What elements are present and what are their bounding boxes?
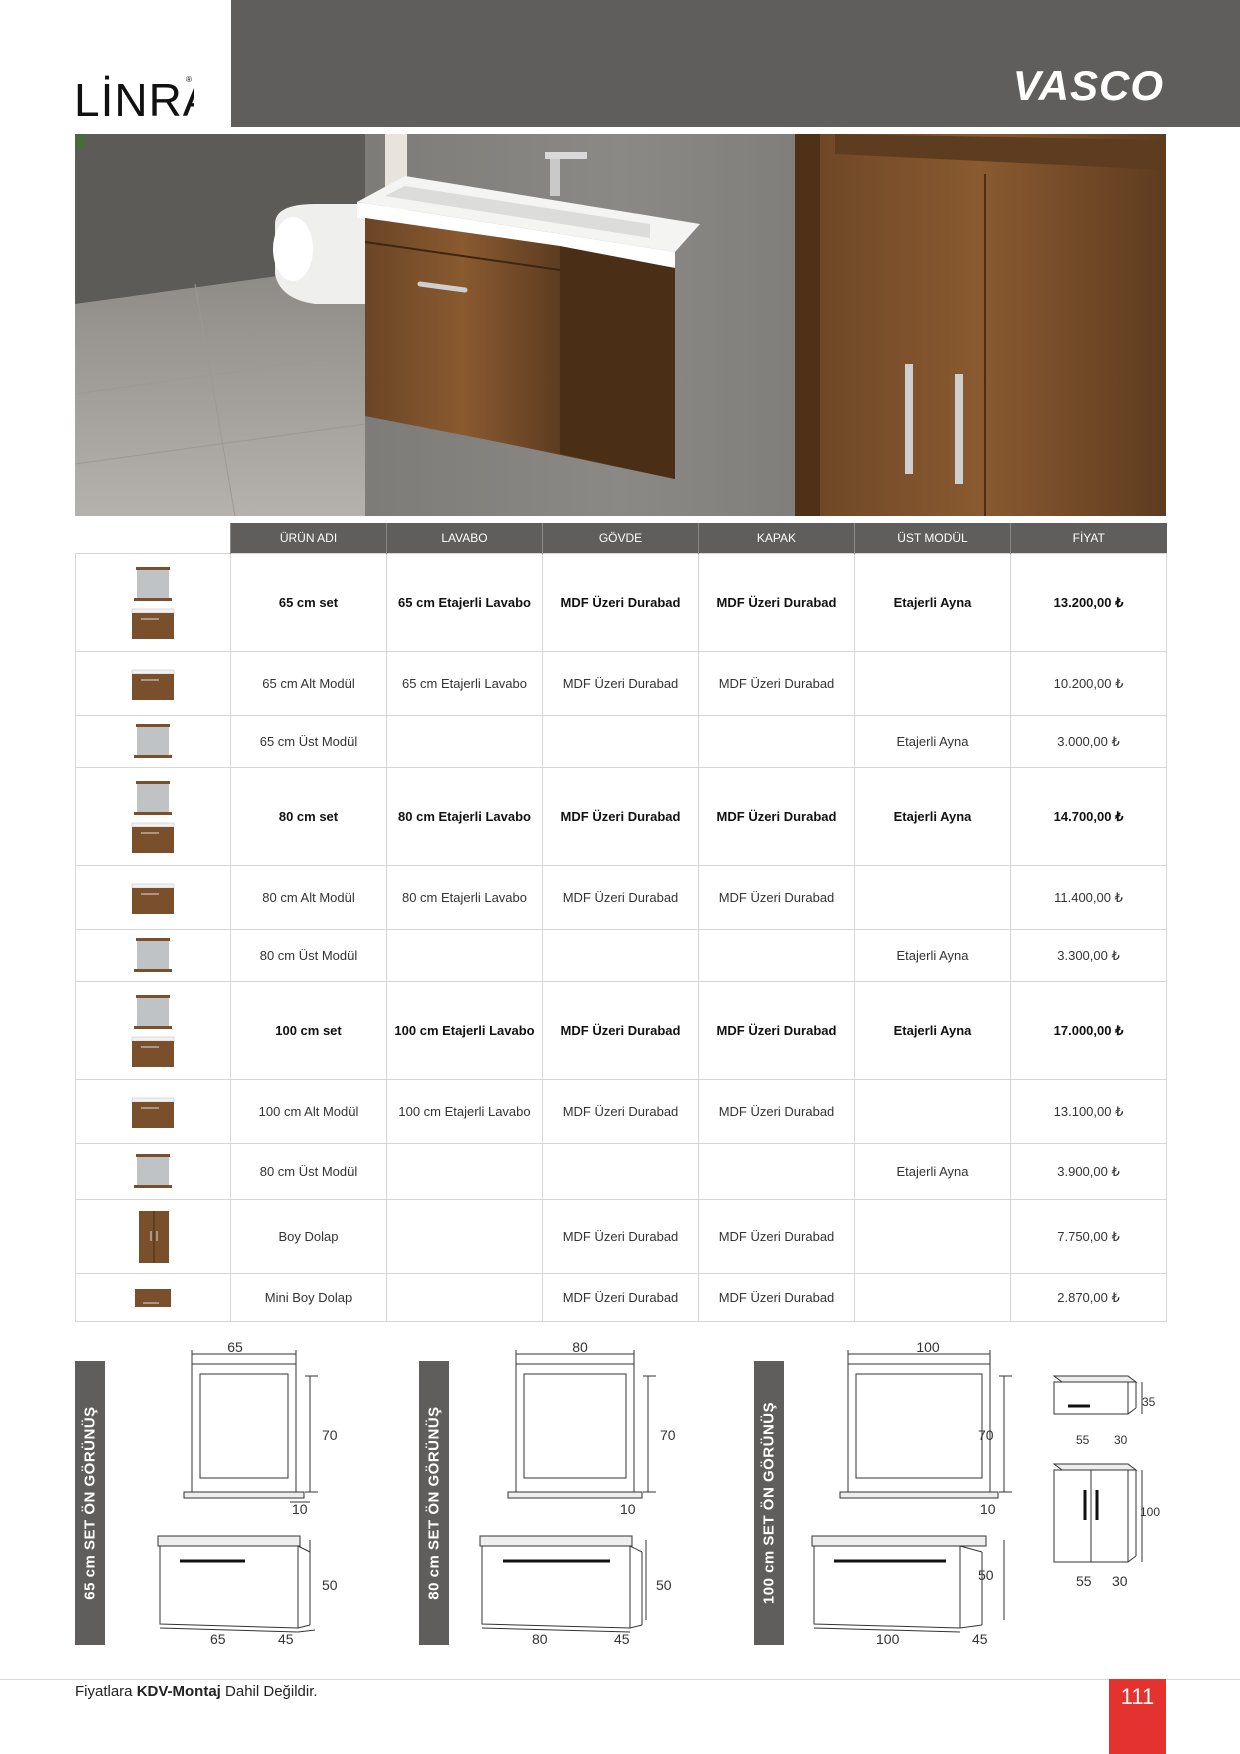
cell-kapak: MDF Üzeri Durabad	[699, 768, 855, 866]
header-lavabo: LAVABO	[387, 523, 543, 554]
cell-ust-modul	[855, 866, 1011, 930]
registered-mark: ®	[186, 75, 192, 84]
header-urun-adi: ÜRÜN ADI	[231, 523, 387, 554]
row-thumbnail	[76, 716, 231, 768]
dim-mini-depth: 30	[1114, 1433, 1128, 1447]
table-header-row	[76, 523, 1167, 554]
thumb-mini-dolap-icon	[129, 1283, 177, 1313]
table-row	[76, 982, 1167, 1080]
cell-fiyat: 10.200,00 ₺	[1011, 652, 1167, 716]
table-row	[76, 554, 1167, 652]
row-thumbnail	[76, 1144, 231, 1200]
table-row	[76, 866, 1167, 930]
drawing-100-set	[806, 1340, 1016, 1650]
cell-govde	[543, 1144, 699, 1200]
table-row	[76, 1144, 1167, 1200]
cell-ust-modul: Etajerli Ayna	[855, 554, 1011, 652]
thumb-alt-modul-icon	[129, 664, 177, 704]
cell-govde: MDF Üzeri Durabad	[543, 554, 699, 652]
thumb-ust-modul-icon	[129, 722, 177, 762]
cell-ust-modul	[855, 1200, 1011, 1274]
cell-govde: MDF Üzeri Durabad	[543, 1200, 699, 1274]
cell-ust-modul: Etajerli Ayna	[855, 982, 1011, 1080]
cell-ust-modul	[855, 1080, 1011, 1144]
cell-fiyat: 2.870,00 ₺	[1011, 1274, 1167, 1322]
row-thumbnail	[76, 1080, 231, 1144]
thumb-alt-modul-icon	[129, 878, 177, 918]
table-row	[76, 716, 1167, 768]
cell-fiyat: 17.000,00 ₺	[1011, 982, 1167, 1080]
drawing-80-set	[470, 1340, 680, 1650]
dim-100-top-height: 70	[978, 1427, 994, 1443]
row-thumbnail	[76, 982, 231, 1080]
cell-govde: MDF Üzeri Durabad	[543, 768, 699, 866]
cell-kapak: MDF Üzeri Durabad	[699, 1274, 855, 1322]
cell-fiyat: 13.100,00 ₺	[1011, 1080, 1167, 1144]
dim-mini-width: 55	[1076, 1433, 1090, 1447]
dim-100-bottom-width: 100	[876, 1631, 900, 1647]
dim-mini-height: 35	[1142, 1395, 1156, 1409]
cell-kapak	[699, 930, 855, 982]
dim-65-bottom-depth: 45	[278, 1631, 294, 1647]
row-thumbnail	[76, 768, 231, 866]
thumb-ust-modul-icon	[129, 1152, 177, 1192]
cell-kapak	[699, 1144, 855, 1200]
cell-govde: MDF Üzeri Durabad	[543, 1080, 699, 1144]
table-row	[76, 1200, 1167, 1274]
cell-kapak: MDF Üzeri Durabad	[699, 1080, 855, 1144]
cell-govde	[543, 716, 699, 768]
cell-kapak: MDF Üzeri Durabad	[699, 866, 855, 930]
page-number: 111	[1109, 1679, 1166, 1754]
dim-boy-depth: 30	[1112, 1573, 1128, 1589]
row-thumbnail	[76, 652, 231, 716]
cell-lavabo	[387, 1274, 543, 1322]
cell-govde: MDF Üzeri Durabad	[543, 866, 699, 930]
cell-kapak: MDF Üzeri Durabad	[699, 652, 855, 716]
cell-urun-adi: 65 cm Alt Modül	[231, 652, 387, 716]
table-row	[76, 652, 1167, 716]
cell-lavabo: 80 cm Etajerli Lavabo	[387, 768, 543, 866]
cell-ust-modul: Etajerli Ayna	[855, 768, 1011, 866]
cell-govde	[543, 930, 699, 982]
row-thumbnail	[76, 866, 231, 930]
logo-text: LİNR	[74, 74, 183, 124]
linra-logo	[74, 72, 194, 124]
cell-lavabo	[387, 1200, 543, 1274]
drawing-65-set	[140, 1340, 340, 1650]
dim-boy-height: 100	[1140, 1505, 1161, 1519]
dim-100-bottom-depth: 45	[972, 1631, 988, 1647]
drawing-label-80: 80 cm SET ÖN GÖRÜNÜŞ	[419, 1361, 449, 1645]
header-govde: GÖVDE	[543, 523, 699, 554]
price-table	[75, 523, 1167, 1322]
footer-note: Fiyatlara KDV-Montaj Dahil Değildir.	[75, 1683, 318, 1700]
header-kapak: KAPAK	[699, 523, 855, 554]
table-row	[76, 768, 1167, 866]
dim-65-shelf: 10	[292, 1501, 308, 1517]
row-thumbnail	[76, 930, 231, 982]
dim-65-top-height: 70	[322, 1427, 338, 1443]
cell-lavabo: 65 cm Etajerli Lavabo	[387, 652, 543, 716]
drawing-cabinets	[1046, 1370, 1166, 1590]
row-thumbnail	[76, 1200, 231, 1274]
thumb-set-icon	[129, 991, 177, 1071]
dim-100-top-width: 100	[916, 1340, 940, 1355]
dim-80-top-width: 80	[572, 1340, 588, 1355]
cell-urun-adi: 80 cm Üst Modül	[231, 930, 387, 982]
table-row	[76, 930, 1167, 982]
cell-kapak	[699, 716, 855, 768]
dim-65-top-width: 65	[227, 1340, 243, 1355]
dim-65-bottom-height: 50	[322, 1577, 338, 1593]
cell-lavabo: 80 cm Etajerli Lavabo	[387, 866, 543, 930]
page-title: VASCO	[1012, 62, 1164, 109]
cell-urun-adi: 65 cm Üst Modül	[231, 716, 387, 768]
cell-lavabo	[387, 1144, 543, 1200]
cell-fiyat: 11.400,00 ₺	[1011, 866, 1167, 930]
row-thumbnail	[76, 1274, 231, 1322]
cell-kapak: MDF Üzeri Durabad	[699, 982, 855, 1080]
cell-ust-modul	[855, 1274, 1011, 1322]
cell-urun-adi: 80 cm set	[231, 768, 387, 866]
dim-80-bottom-depth: 45	[614, 1631, 630, 1647]
cell-ust-modul: Etajerli Ayna	[855, 716, 1011, 768]
cell-kapak: MDF Üzeri Durabad	[699, 554, 855, 652]
header-ust-modul: ÜST MODÜL	[855, 523, 1011, 554]
thumb-ust-modul-icon	[129, 936, 177, 976]
cell-urun-adi: 65 cm set	[231, 554, 387, 652]
cell-fiyat: 3.000,00 ₺	[1011, 716, 1167, 768]
cell-govde: MDF Üzeri Durabad	[543, 1274, 699, 1322]
cell-govde: MDF Üzeri Durabad	[543, 982, 699, 1080]
thumb-boy-dolap-icon	[129, 1207, 177, 1267]
cell-lavabo: 65 cm Etajerli Lavabo	[387, 554, 543, 652]
row-thumbnail	[76, 554, 231, 652]
cell-fiyat: 3.900,00 ₺	[1011, 1144, 1167, 1200]
drawing-label-65: 65 cm SET ÖN GÖRÜNÜŞ	[75, 1361, 105, 1645]
cell-fiyat: 7.750,00 ₺	[1011, 1200, 1167, 1274]
dim-80-shelf: 10	[620, 1501, 636, 1517]
dim-100-shelf: 10	[980, 1501, 996, 1517]
thumb-set-icon	[129, 563, 177, 643]
thumb-set-icon	[129, 777, 177, 857]
dim-100-bottom-height: 50	[978, 1567, 994, 1583]
cell-fiyat: 14.700,00 ₺	[1011, 768, 1167, 866]
cell-fiyat: 13.200,00 ₺	[1011, 554, 1167, 652]
cell-ust-modul	[855, 652, 1011, 716]
dim-80-bottom-width: 80	[532, 1631, 548, 1647]
footer-divider	[0, 1679, 1240, 1680]
cell-govde: MDF Üzeri Durabad	[543, 652, 699, 716]
dim-65-bottom-width: 65	[210, 1631, 226, 1647]
cell-ust-modul: Etajerli Ayna	[855, 930, 1011, 982]
cell-urun-adi: 100 cm Alt Modül	[231, 1080, 387, 1144]
cell-kapak: MDF Üzeri Durabad	[699, 1200, 855, 1274]
header-thumb-spacer	[76, 523, 231, 554]
dim-80-bottom-height: 50	[656, 1577, 672, 1593]
cell-lavabo	[387, 930, 543, 982]
table-row	[76, 1080, 1167, 1144]
cell-urun-adi: 80 cm Alt Modül	[231, 866, 387, 930]
cell-urun-adi: 80 cm Üst Modül	[231, 1144, 387, 1200]
cell-lavabo: 100 cm Etajerli Lavabo	[387, 982, 543, 1080]
cell-ust-modul: Etajerli Ayna	[855, 1144, 1011, 1200]
thumb-alt-modul-icon	[129, 1092, 177, 1132]
cell-lavabo: 100 cm Etajerli Lavabo	[387, 1080, 543, 1144]
hero-photo	[75, 134, 1166, 516]
table-row	[76, 1274, 1167, 1322]
cell-urun-adi: Mini Boy Dolap	[231, 1274, 387, 1322]
cell-urun-adi: 100 cm set	[231, 982, 387, 1080]
drawing-label-100: 100 cm SET ÖN GÖRÜNÜŞ	[754, 1361, 784, 1645]
cell-urun-adi: Boy Dolap	[231, 1200, 387, 1274]
cell-lavabo	[387, 716, 543, 768]
dim-boy-width: 55	[1076, 1573, 1092, 1589]
cell-fiyat: 3.300,00 ₺	[1011, 930, 1167, 982]
header-fiyat: FİYAT	[1011, 523, 1167, 554]
dim-80-top-height: 70	[660, 1427, 676, 1443]
